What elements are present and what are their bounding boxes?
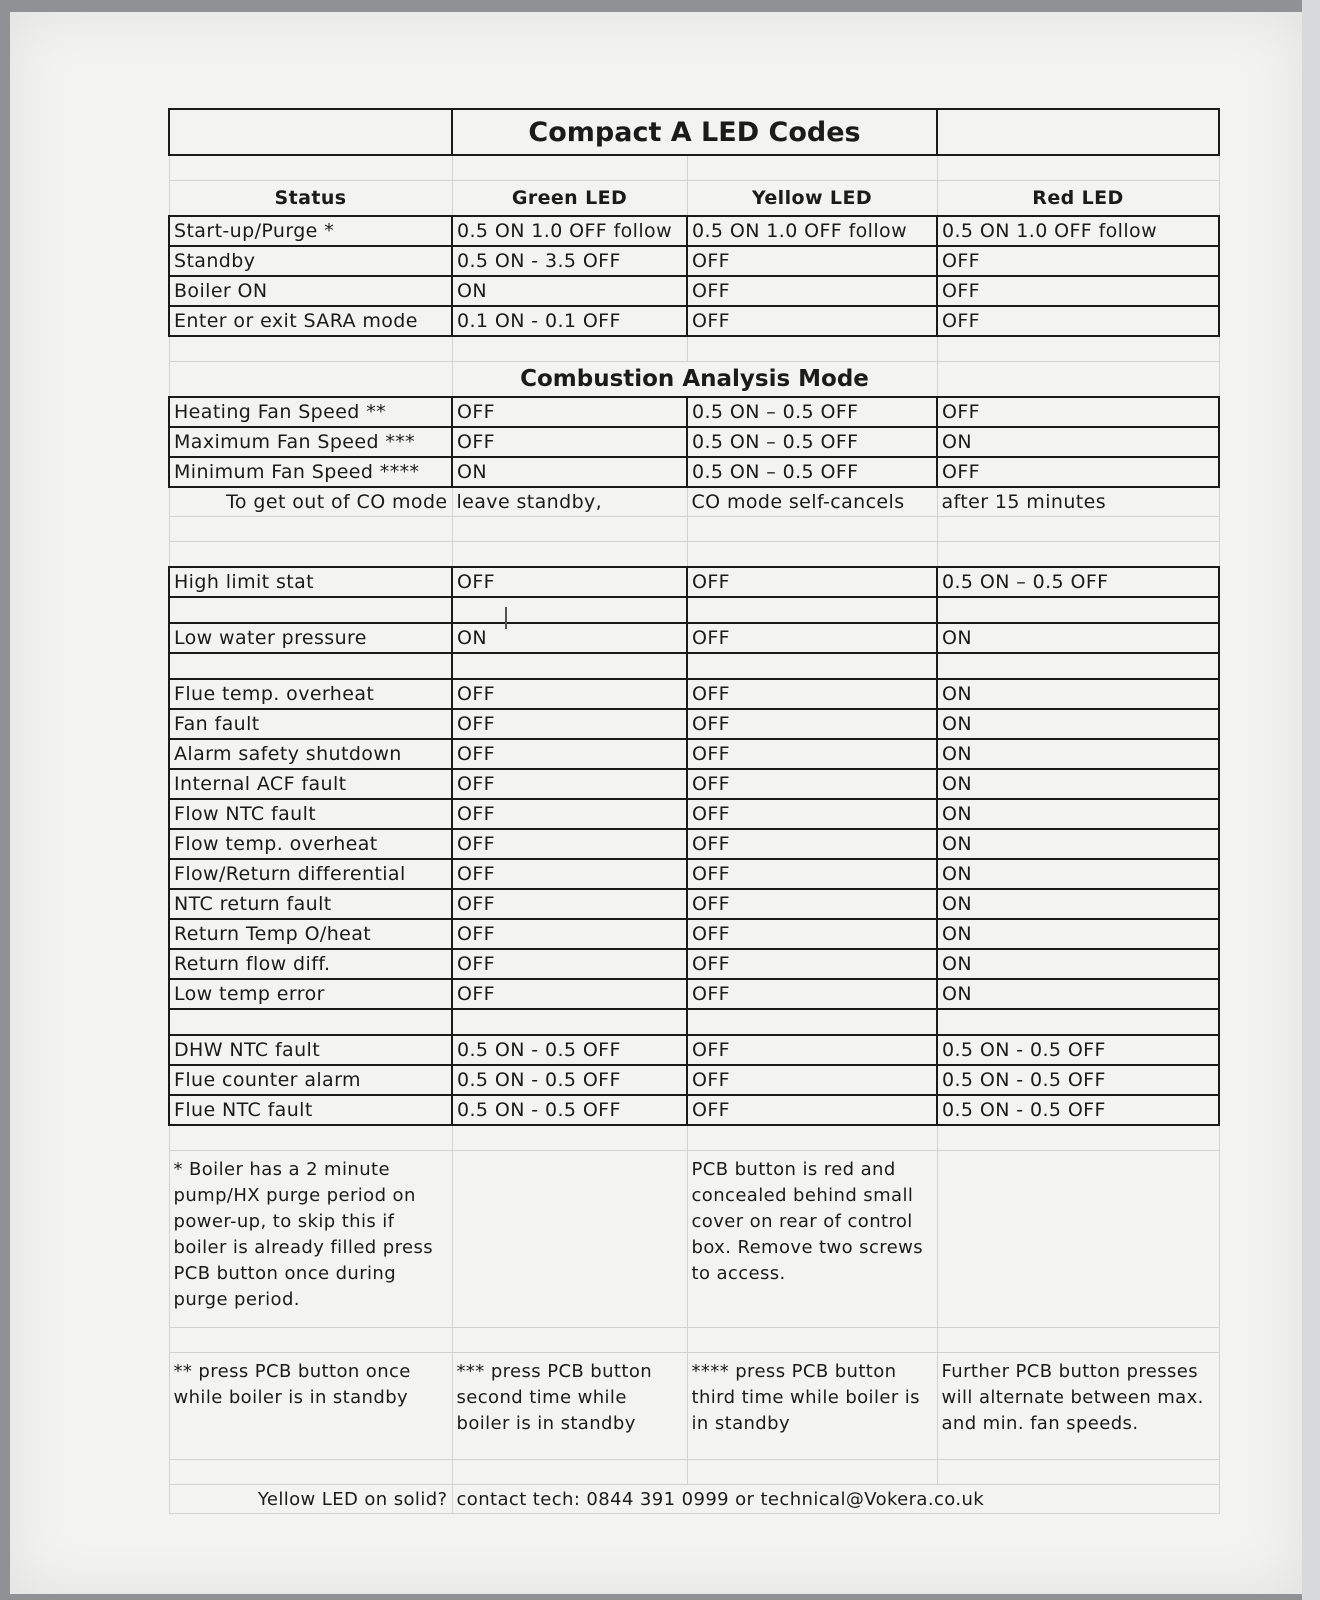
cell-yellow: 0.5 ON 1.0 OFF follow [687, 216, 937, 246]
cell-status: Low water pressure [169, 623, 452, 653]
table-row [169, 623, 1219, 653]
co-note-red: after 15 minutes [937, 487, 1219, 517]
cell-green: OFF [452, 769, 687, 799]
note-pcb-button: PCB button is red and concealed behind small cover on rear of control box. Remove two screws to access. [687, 1151, 937, 1328]
cell-yellow: OFF [687, 567, 937, 597]
cell-green: OFF [452, 979, 687, 1009]
cell-green: OFF [452, 949, 687, 979]
cell-status: Flue NTC fault [169, 1095, 452, 1125]
cell-status: Minimum Fan Speed **** [169, 457, 452, 487]
cell-status: Enter or exit SARA mode [169, 306, 452, 336]
cell-yellow: OFF [687, 919, 937, 949]
cell-green: OFF [452, 799, 687, 829]
table-row [169, 1065, 1219, 1095]
cell-status: Boiler ON [169, 276, 452, 306]
note-purge: * Boiler has a 2 minute pump/HX purge period on power-up, to skip this if boiler is already filled press PCB button once during purge period. [169, 1151, 452, 1328]
cell-status: Fan fault [169, 709, 452, 739]
table-row [169, 859, 1219, 889]
cell-status: Return Temp O/heat [169, 919, 452, 949]
cell-green: OFF [452, 709, 687, 739]
cell-status: Flow/Return differential [169, 859, 452, 889]
cell-status: NTC return fault [169, 889, 452, 919]
cell-green: 0.5 ON - 3.5 OFF [452, 246, 687, 276]
cell-red: 0.5 ON - 0.5 OFF [937, 1035, 1219, 1065]
cell-green: 0.5 ON - 0.5 OFF [452, 1065, 687, 1095]
header-green-led: Green LED [452, 181, 687, 217]
cell-green: OFF [452, 679, 687, 709]
table-row [169, 457, 1219, 487]
cell-green: ON [452, 623, 687, 653]
table-row [169, 246, 1219, 276]
cell-green: OFF [452, 859, 687, 889]
cell-yellow: OFF [687, 709, 937, 739]
cell-status: Alarm safety shutdown [169, 739, 452, 769]
cell-yellow: OFF [687, 739, 937, 769]
footer-contact: contact tech: 0844 391 0999 or technical@Vokera.co.uk [452, 1485, 1219, 1514]
cell-green: ON [452, 276, 687, 306]
table-row [169, 769, 1219, 799]
note-press-once: ** press PCB button once while boiler is in standby [169, 1353, 452, 1460]
table-row [169, 276, 1219, 306]
cell-red: 0.5 ON – 0.5 OFF [937, 567, 1219, 597]
header-row [169, 181, 1219, 217]
cell-yellow: OFF [687, 679, 937, 709]
document-title: Compact A LED Codes [452, 109, 937, 155]
cell-green: 0.5 ON - 0.5 OFF [452, 1095, 687, 1125]
table-row [169, 739, 1219, 769]
note-press-third: **** press PCB button third time while boiler is in standby [687, 1353, 937, 1460]
cell-status: High limit stat [169, 567, 452, 597]
cell-yellow: OFF [687, 769, 937, 799]
table-row [169, 799, 1219, 829]
cell-red: ON [937, 859, 1219, 889]
co-note-status: To get out of CO mode [169, 487, 452, 517]
co-note-green: leave standby, [452, 487, 687, 517]
cell-red: OFF [937, 306, 1219, 336]
cell-yellow: OFF [687, 276, 937, 306]
cell-status: Flue temp. overheat [169, 679, 452, 709]
cell-status: Flow temp. overheat [169, 829, 452, 859]
table-row [169, 1095, 1219, 1125]
cell-red: ON [937, 979, 1219, 1009]
table-row [169, 889, 1219, 919]
cell-red: ON [937, 769, 1219, 799]
cell-yellow: OFF [687, 949, 937, 979]
table-row [169, 216, 1219, 246]
text-cursor-icon [505, 607, 507, 629]
cell-yellow: 0.5 ON – 0.5 OFF [687, 427, 937, 457]
cell-green: OFF [452, 829, 687, 859]
cell-green: OFF [452, 739, 687, 769]
cell-status: Low temp error [169, 979, 452, 1009]
cell-red: ON [937, 739, 1219, 769]
table-row [169, 427, 1219, 457]
cell-green: OFF [452, 397, 687, 427]
cell-yellow: OFF [687, 623, 937, 653]
cell-status: Start-up/Purge * [169, 216, 452, 246]
cell-red: ON [937, 799, 1219, 829]
cell-green: OFF [452, 889, 687, 919]
cell-yellow: 0.5 ON – 0.5 OFF [687, 457, 937, 487]
note-press-second: *** press PCB button second time while boiler is in standby [452, 1353, 687, 1460]
cell-red: ON [937, 829, 1219, 859]
table-row [169, 1035, 1219, 1065]
table-row [169, 397, 1219, 427]
table-row [169, 679, 1219, 709]
table-row [169, 829, 1219, 859]
table-row [169, 949, 1219, 979]
table-row [169, 567, 1219, 597]
cell-red: ON [937, 919, 1219, 949]
cell-green: OFF [452, 919, 687, 949]
title-row [169, 109, 1219, 155]
cell-yellow: OFF [687, 246, 937, 276]
note-further-presses: Further PCB button presses will alternate between max. and min. fan speeds. [937, 1353, 1219, 1460]
cell-yellow: OFF [687, 1035, 937, 1065]
cell-green: 0.1 ON - 0.1 OFF [452, 306, 687, 336]
cell-yellow: OFF [687, 306, 937, 336]
cell-red: 0.5 ON - 0.5 OFF [937, 1065, 1219, 1095]
cell-green: OFF [452, 567, 687, 597]
cell-green: 0.5 ON 1.0 OFF follow [452, 216, 687, 246]
cell-status: Return flow diff. [169, 949, 452, 979]
header-yellow-led: Yellow LED [687, 181, 937, 217]
cell-status: DHW NTC fault [169, 1035, 452, 1065]
cell-yellow: OFF [687, 979, 937, 1009]
header-red-led: Red LED [937, 181, 1219, 217]
co-note-row [169, 487, 1219, 517]
cell-status: Maximum Fan Speed *** [169, 427, 452, 457]
cell-red: ON [937, 679, 1219, 709]
table-row [169, 306, 1219, 336]
cell-green: OFF [452, 427, 687, 457]
cell-status: Internal ACF fault [169, 769, 452, 799]
cell-green: 0.5 ON - 0.5 OFF [452, 1035, 687, 1065]
cell-status: Flow NTC fault [169, 799, 452, 829]
led-codes-document [168, 108, 1218, 1514]
header-status: Status [169, 181, 452, 217]
cell-red: 0.5 ON 1.0 OFF follow [937, 216, 1219, 246]
cell-red: OFF [937, 276, 1219, 306]
footer-question: Yellow LED on solid? [169, 1485, 452, 1514]
cell-yellow: OFF [687, 1065, 937, 1095]
cell-yellow: 0.5 ON – 0.5 OFF [687, 397, 937, 427]
cell-yellow: OFF [687, 1095, 937, 1125]
table-row [169, 979, 1219, 1009]
cell-red: 0.5 ON - 0.5 OFF [937, 1095, 1219, 1125]
table-row [169, 919, 1219, 949]
cell-red: ON [937, 709, 1219, 739]
cell-yellow: OFF [687, 889, 937, 919]
cell-yellow: OFF [687, 799, 937, 829]
screen-edge [1302, 0, 1320, 1600]
cell-red: OFF [937, 457, 1219, 487]
cell-status: Flue counter alarm [169, 1065, 452, 1095]
table-row [169, 709, 1219, 739]
cell-green: ON [452, 457, 687, 487]
cell-red: OFF [937, 246, 1219, 276]
cell-status: Standby [169, 246, 452, 276]
cell-red: ON [937, 623, 1219, 653]
cell-yellow: OFF [687, 859, 937, 889]
co-note-yellow: CO mode self-cancels [687, 487, 937, 517]
cell-status: Heating Fan Speed ** [169, 397, 452, 427]
cell-red: ON [937, 949, 1219, 979]
cell-red: OFF [937, 397, 1219, 427]
cell-red: ON [937, 889, 1219, 919]
combustion-title: Combustion Analysis Mode [520, 366, 869, 392]
cell-red: ON [937, 427, 1219, 457]
led-codes-table [168, 108, 1220, 1514]
cell-yellow: OFF [687, 829, 937, 859]
